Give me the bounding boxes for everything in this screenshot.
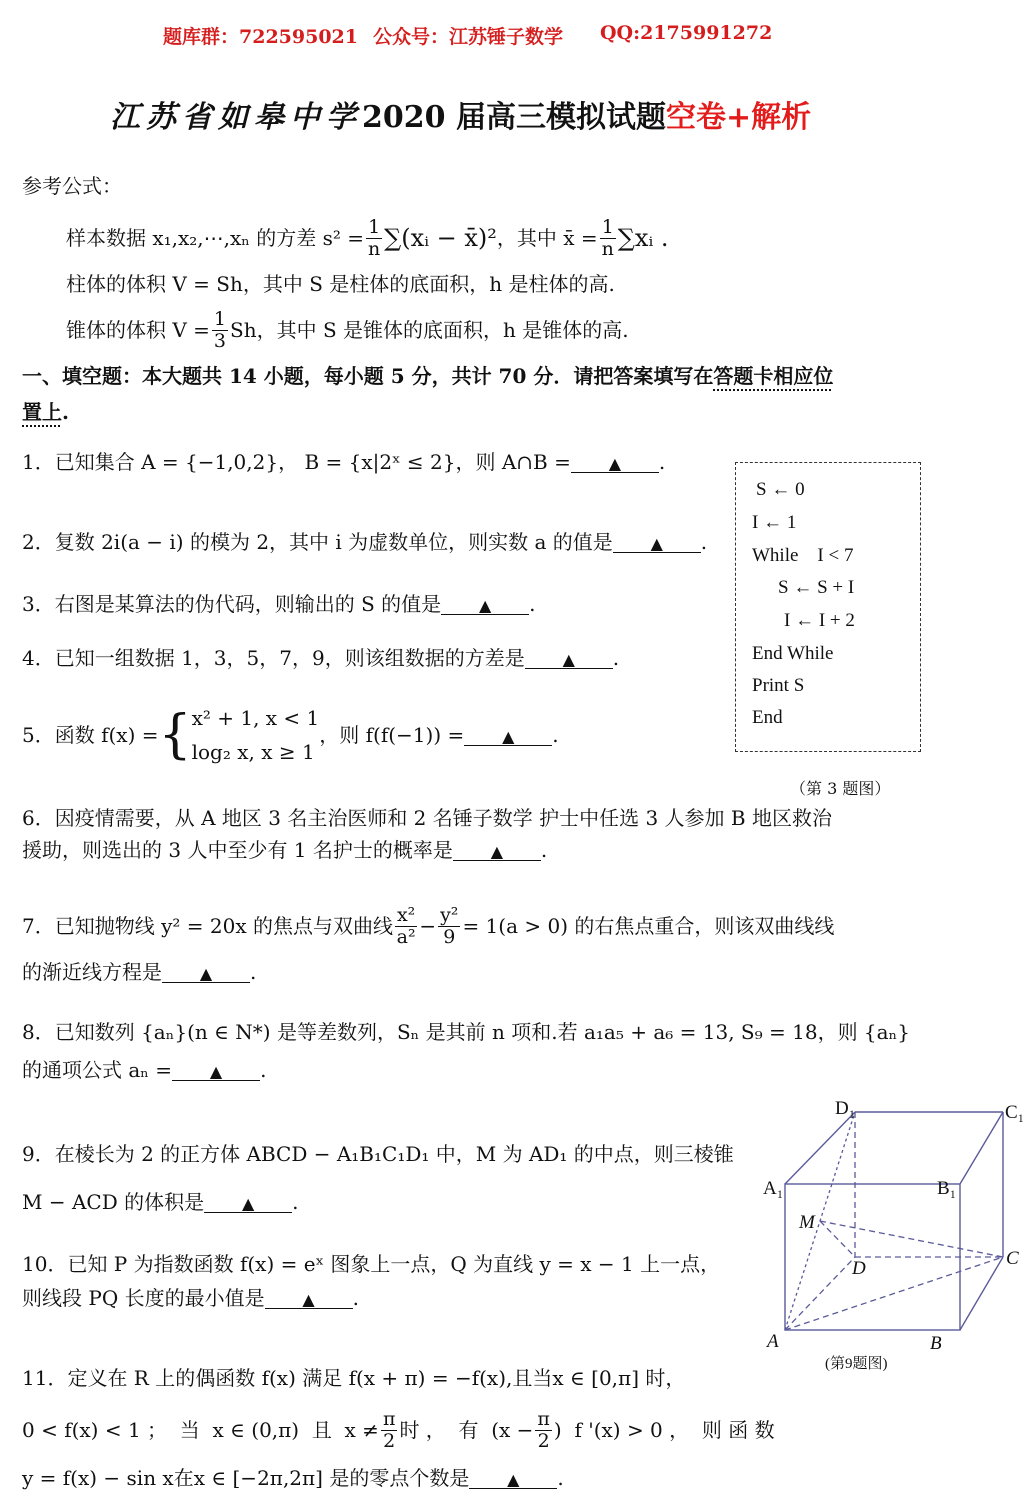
section-heading-cont <box>22 402 69 422</box>
school-name: 江苏省如皋中学 <box>110 100 362 135</box>
section-heading-text: 一、填空题：本大题共 14 小题，每小题 5 分，共计 70 分．请把答案填写在 <box>22 364 714 388</box>
triangle-icon: ▲ <box>650 534 663 553</box>
question-11-line-2 <box>22 1400 775 1460</box>
triangle-icon: ▲ <box>241 1194 255 1213</box>
label-c1: C₁ <box>1005 1102 1025 1123</box>
page-title <box>110 92 811 136</box>
segment-a-c <box>785 1257 1003 1330</box>
question-text: 2．复数 2i(a − i) 的模为 2，其中 i 为虚数单位，则实数 a 的值是 <box>22 530 613 554</box>
question-end: . <box>260 1058 267 1082</box>
cone-pre: 锥体的体积 V = <box>66 318 210 342</box>
case-2: log₂ x, x ≥ 1 <box>191 740 315 764</box>
pseudocode-caption: （第 3 题图） <box>790 779 891 798</box>
question-end: . <box>292 1190 299 1214</box>
fraction-numerator: 1 <box>213 307 227 330</box>
cube-caption: (第9题图) <box>825 1356 888 1372</box>
answer-blank[interactable] <box>172 1060 260 1081</box>
code-line: I ← I + 2 <box>784 610 855 631</box>
mean-sum: ∑xᵢ . <box>617 224 669 252</box>
fraction-numerator: y² <box>440 903 459 926</box>
variance-pre: 样本数据 x₁,x₂,⋯,xₙ 的方差 s² = <box>66 226 365 250</box>
answer-blank[interactable] <box>464 725 552 746</box>
question-text: 则线段 PQ 长度的最小值是 <box>22 1286 265 1310</box>
edge-b-c <box>960 1257 1003 1330</box>
variance-formula <box>66 208 669 268</box>
question-11-line-3 <box>22 1468 564 1489</box>
question-11-line-1: 11．定义在 R 上的偶函数 f(x) 满足 f(x + π) = −f(x),且当x ∈ [0,π] 时， <box>22 1366 686 1390</box>
question-9-line-1: 9．在棱长为 2 的正方体 ABCD − A₁B₁C₁D₁ 中，M 为 AD₁ 的中点，则三棱锥 <box>22 1142 734 1166</box>
question-text-2: ，则 f(f(−1)) = <box>319 723 465 747</box>
fraction-denominator: n <box>601 237 614 260</box>
answer-blank[interactable] <box>162 962 250 983</box>
question-4 <box>22 648 619 669</box>
answer-blank[interactable] <box>441 594 529 615</box>
question-1 <box>22 452 665 473</box>
triangle-icon: ▲ <box>209 1062 223 1081</box>
answer-blank[interactable] <box>265 1288 353 1309</box>
question-end: . <box>529 592 536 616</box>
header-group: 题库群：722595021 <box>163 26 358 48</box>
fraction-numerator: π <box>382 1407 396 1430</box>
title-suffix: 空卷+解析 <box>665 100 812 135</box>
triangle-icon: ▲ <box>507 1470 520 1489</box>
question-text: 的通项公式 aₙ = <box>22 1058 173 1082</box>
question-text: 5．函数 f(x) = <box>22 723 159 747</box>
question-text: y = f(x) − sin x在x ∈ [−2π,2π] 是的零点个数是 <box>22 1466 470 1490</box>
code-line: Print S <box>752 675 805 696</box>
edge-b1-c1 <box>960 1112 1003 1184</box>
fraction-denominator: 9 <box>443 925 456 948</box>
question-text: 援助，则选出的 3 人中至少有 1 名护士的概率是 <box>22 838 453 862</box>
cone-formula <box>66 302 629 358</box>
question-text: 0 < f(x) < 1 ； 当 x ∈ (0,π) 且 x ≠ <box>22 1418 379 1442</box>
question-3 <box>22 594 536 615</box>
question-6-line-1: 6．因疫情需要，从 A 地区 3 名主治医师和 2 名锤子数学 护士中任选 3 人参加 B 地区救治 <box>22 806 832 830</box>
fraction-numerator: 1 <box>368 215 381 238</box>
question-10-line-2 <box>22 1288 359 1309</box>
answer-blank[interactable] <box>469 1468 557 1489</box>
fraction-numerator: 1 <box>601 215 614 238</box>
question-text-2: 时 ， 有 (x − <box>399 1418 534 1442</box>
code-line: S ← 0 <box>756 479 805 500</box>
piecewise-cases <box>192 701 320 769</box>
minus-sign: − <box>419 914 437 938</box>
variance-fraction <box>366 217 382 260</box>
label-c: C <box>1006 1248 1019 1269</box>
question-end: . <box>540 838 548 862</box>
label-b: B <box>930 1333 942 1354</box>
label-d: D <box>852 1258 866 1279</box>
fraction-denominator: 2 <box>383 1429 396 1452</box>
fraction-numerator: x² <box>396 903 416 926</box>
question-8-line-1: 8．已知数列 {aₙ}(n ∈ N*) 是等差数列，Sₙ 是其前 n 项和.若 a₁a₅ + a₆ = 13, S₉ = 18，则 {aₙ} <box>22 1020 910 1044</box>
question-9-line-2 <box>22 1192 298 1213</box>
question-text: 1．已知集合 A = {−1,0,2}， B = {x|2ˣ ≤ 2}，则 A∩B = <box>22 450 571 474</box>
variance-sum: ∑(xᵢ − x̄)² <box>384 224 497 252</box>
variance-mid: ，其中 x̄ = <box>496 226 598 250</box>
code-line: End <box>752 707 783 728</box>
fraction-denominator: 3 <box>213 329 227 352</box>
case-1: x² + 1, x < 1 <box>191 706 320 730</box>
fraction-denominator: a² <box>396 925 416 948</box>
question-8-line-2 <box>22 1060 266 1081</box>
code-line: S ← S + I <box>778 577 855 598</box>
hyperbola-fraction-y <box>438 905 460 948</box>
pi-over-2-fraction <box>535 1409 552 1452</box>
question-text: 3．右图是某算法的伪代码，则输出的 S 的值是 <box>22 592 442 616</box>
answer-blank[interactable] <box>525 648 613 669</box>
edge-a-d <box>785 1257 855 1330</box>
label-m: M <box>799 1212 815 1233</box>
header-qq: QQ:2175991272 <box>600 22 773 44</box>
question-text: 7．已知抛物线 y² = 20x 的焦点与双曲线 <box>22 914 393 938</box>
question-text: 4．已知一组数据 1，3，5，7，9，则该组数据的方差是 <box>22 646 525 670</box>
code-line: End While <box>752 643 834 664</box>
question-end: . <box>352 1286 359 1310</box>
edge-a1-d1 <box>785 1112 855 1184</box>
label-a1: A₁ <box>763 1178 784 1199</box>
cube-figure <box>755 1092 1035 1382</box>
cone-fraction <box>212 309 228 352</box>
question-text: M − ACD 的体积是 <box>22 1190 205 1214</box>
answer-blank[interactable] <box>613 532 701 553</box>
question-text-2: = 1(a > 0) 的右焦点重合，则该双曲线线 <box>462 914 835 938</box>
prism-formula: 柱体的体积 V = Sh，其中 S 是柱体的底面积，h 是柱体的高. <box>66 272 615 296</box>
triangle-icon: ▲ <box>302 1290 315 1309</box>
code-line: While I < 7 <box>752 545 854 566</box>
hyperbola-fraction-x <box>395 905 417 948</box>
question-7-line-2 <box>22 962 256 983</box>
mean-fraction <box>600 217 616 260</box>
code-line: I ← 1 <box>752 512 797 533</box>
fraction-denominator: n <box>368 237 381 260</box>
section-heading-emphasis-2: 置上 <box>22 400 62 424</box>
cone-post: Sh，其中 S 是锥体的底面积，h 是锥体的高. <box>230 318 629 342</box>
triangle-icon: ▲ <box>562 650 575 669</box>
segment-m-c <box>820 1221 1003 1257</box>
question-end: . <box>557 1466 564 1490</box>
cube-front-face <box>785 1184 960 1330</box>
triangle-icon: ▲ <box>608 454 622 473</box>
answer-blank[interactable] <box>571 452 659 473</box>
question-end: . <box>552 723 559 747</box>
question-7-line-1 <box>22 894 834 958</box>
left-brace: { <box>158 705 192 765</box>
segment-a-d1 <box>785 1112 855 1330</box>
question-end: . <box>700 530 708 554</box>
section-heading-period: . <box>62 400 69 424</box>
label-b1: B₁ <box>937 1178 957 1199</box>
question-10-line-1: 10．已知 P 为指数函数 f(x) = eˣ 图象上一点，Q 为直线 y = x − 1 上一点， <box>22 1252 721 1276</box>
question-text: 的渐近线方程是 <box>22 960 162 984</box>
triangle-icon: ▲ <box>490 842 504 861</box>
section-heading <box>22 366 833 386</box>
label-d1: D₁ <box>835 1098 856 1119</box>
header-account: 公众号：江苏锤子数学 <box>373 26 564 48</box>
section-heading-emphasis: 答题卡相应位 <box>713 364 834 388</box>
triangle-icon: ▲ <box>478 596 492 615</box>
question-2 <box>22 532 707 553</box>
triangle-icon: ▲ <box>199 964 213 983</box>
question-6-line-2 <box>22 840 547 861</box>
fraction-denominator: 2 <box>537 1429 550 1452</box>
question-end: . <box>658 450 666 474</box>
triangle-icon: ▲ <box>502 726 515 746</box>
question-end: . <box>612 646 620 670</box>
question-text-3: ) f '(x) > 0 ， 则 函 数 <box>553 1418 775 1442</box>
answer-blank[interactable] <box>204 1192 292 1213</box>
label-a: A <box>767 1331 779 1352</box>
question-end: . <box>250 960 257 984</box>
pi-over-2-fraction <box>381 1409 398 1452</box>
answer-blank[interactable] <box>453 840 541 861</box>
formulas-heading: 参考公式： <box>22 174 122 198</box>
title-main: 2020 届高三模拟试题 <box>362 100 666 135</box>
fraction-numerator: π <box>537 1407 550 1430</box>
pseudocode-box <box>735 462 921 752</box>
question-5 <box>22 700 559 770</box>
